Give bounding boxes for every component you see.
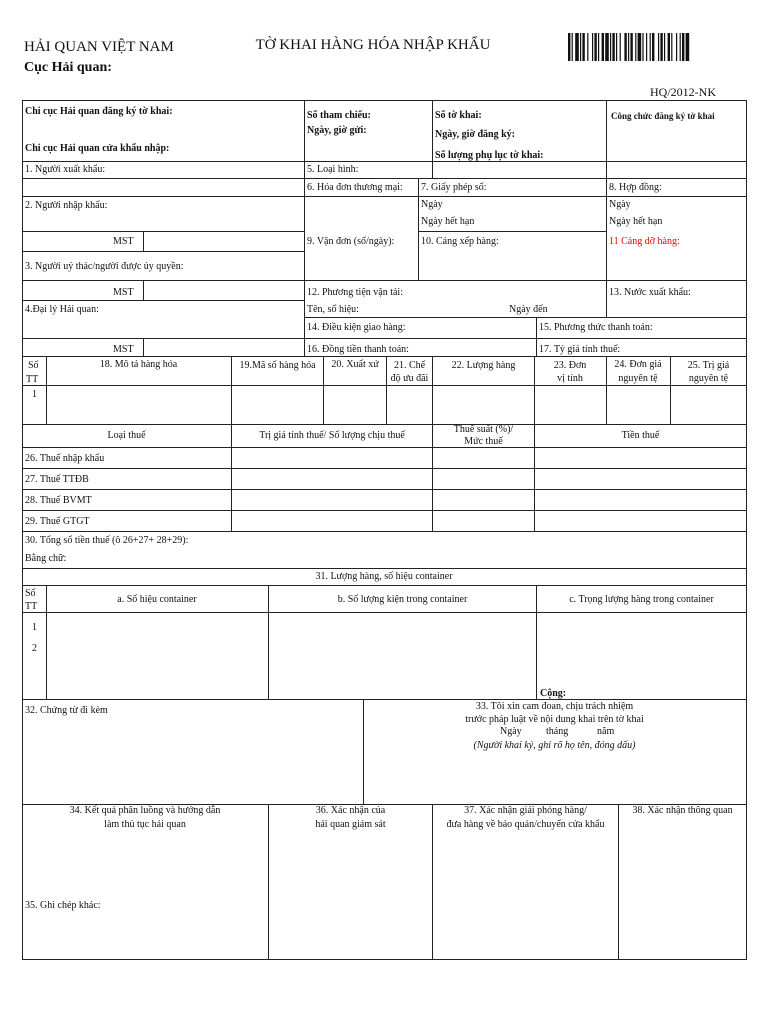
field-33-day: Ngày bbox=[500, 726, 522, 737]
tax-row-29-vat: 29. Thuế GTGT bbox=[25, 516, 90, 527]
goods-col-21-preference-line2: độ ưu đãi bbox=[390, 373, 429, 384]
grid-hline bbox=[22, 959, 747, 960]
field-33-signature-note: (Người khai ký, ghi rõ họ tên, đóng dấu) bbox=[473, 740, 636, 751]
goods-col-24-unit-price-line2: nguyên tệ bbox=[618, 373, 658, 384]
field-17-exchange-rate[interactable]: 17. Tỷ giá tính thuế: bbox=[539, 344, 621, 355]
goods-col-23-unit-line2: vị tính bbox=[557, 373, 583, 384]
grid-hline bbox=[22, 356, 747, 357]
tax-col-rate-line2: Mức thuế bbox=[464, 436, 503, 447]
field-6-invoice[interactable]: 6. Hóa đơn thương mại: bbox=[307, 182, 403, 193]
field-appendix-count[interactable]: Số lượng phụ lục tờ khai: bbox=[435, 150, 544, 161]
goods-col-20-origin: 20. Xuất xứ bbox=[331, 359, 379, 370]
grid-vline bbox=[304, 100, 305, 357]
grid-hline bbox=[22, 489, 747, 490]
field-38-clearance: 38. Xác nhận thông quan bbox=[632, 805, 733, 816]
field-34-routing-result: 34. Kết quả phân luồng và hướng dẫn bbox=[69, 805, 221, 816]
grid-hline bbox=[304, 317, 747, 318]
grid-hline bbox=[22, 280, 747, 281]
tax-row-28-environment: 28. Thuế BVMT bbox=[25, 495, 92, 506]
container-col-so: Số bbox=[25, 588, 36, 599]
tax-row-26-import: 26. Thuế nhập khẩu bbox=[25, 453, 105, 464]
grid-vline bbox=[143, 338, 144, 357]
container-col-tt: TT bbox=[25, 601, 38, 612]
field-36-supervision: 36. Xác nhận của bbox=[315, 805, 386, 816]
field-14-delivery-terms[interactable]: 14. Điều kiện giao hàng: bbox=[307, 322, 406, 333]
tax-col-rate: Thuế suất (%)/ bbox=[453, 424, 514, 435]
field-12-transport[interactable]: 12. Phương tiện vận tải: bbox=[307, 287, 403, 298]
grid-vline bbox=[536, 317, 537, 357]
field-8-date: Ngày bbox=[609, 199, 631, 210]
field-8-contract[interactable]: 8. Hợp đồng: bbox=[609, 182, 662, 193]
field-37-release-line2: đưa hàng về bảo quản/chuyển cửa khẩu bbox=[446, 819, 605, 830]
field-33-commitment-line2: trước pháp luật về nội dung khai trên tờ khai bbox=[465, 714, 644, 725]
org-name: HẢI QUAN VIỆT NAM bbox=[24, 39, 174, 55]
grid-hline bbox=[22, 161, 747, 162]
field-8-expiry: Ngày hết hạn bbox=[609, 216, 663, 227]
field-7-license[interactable]: 7. Giấy phép số: bbox=[421, 182, 487, 193]
container-row-2: 2 bbox=[32, 643, 37, 654]
grid-vline bbox=[606, 100, 607, 179]
field-7-expiry: Ngày hết hạn bbox=[421, 216, 475, 227]
tax-col-taxable-value: Trị giá tính thuế/ Số lượng chịu thuế bbox=[259, 430, 405, 441]
grid-hline bbox=[22, 424, 747, 425]
field-5-type[interactable]: 5. Loại hình: bbox=[307, 164, 359, 175]
field-35-other-notes[interactable]: 35. Ghi chép khác: bbox=[25, 900, 101, 911]
grid-hline bbox=[22, 100, 747, 101]
goods-col-24-unit-price: 24. Đơn giá bbox=[614, 359, 662, 370]
mst-label-authorized: MST bbox=[113, 287, 134, 298]
field-33-year: năm bbox=[597, 726, 615, 737]
container-col-c-weight: c. Trọng lượng hàng trong container bbox=[569, 594, 714, 605]
field-entry-office[interactable]: Chi cục Hải quan cửa khẩu nhập: bbox=[25, 143, 170, 154]
goods-col-tt: TT bbox=[26, 374, 39, 385]
mst-label-importer: MST bbox=[113, 236, 134, 247]
field-11-discharge-port[interactable]: 11 Cảng dỡ hàng: bbox=[609, 236, 680, 247]
grid-vline bbox=[618, 804, 619, 960]
field-10-loading-port[interactable]: 10. Cảng xếp hàng: bbox=[421, 236, 499, 247]
goods-col-18-description: 18. Mô tả hàng hóa bbox=[99, 359, 178, 370]
tax-col-type: Loại thuế bbox=[107, 430, 146, 441]
grid-vline bbox=[22, 100, 23, 960]
field-33-commitment: 33. Tôi xin cam đoan, chịu trách nhiệm bbox=[475, 701, 634, 712]
tax-col-amount: Tiền thuế bbox=[621, 430, 660, 441]
field-34-routing-result-line2: làm thủ tục hải quan bbox=[104, 819, 186, 830]
grid-hline bbox=[22, 231, 305, 232]
grid-hline bbox=[22, 196, 305, 197]
field-36-supervision-line2: hải quan giám sát bbox=[315, 819, 386, 830]
field-12-vessel-name: Tên, số hiệu: bbox=[307, 304, 359, 315]
grid-vline bbox=[143, 280, 144, 301]
barcode-icon bbox=[568, 33, 734, 61]
field-31-container-title: 31. Lượng hàng, số hiệu container bbox=[315, 571, 453, 582]
mst-label-agent: MST bbox=[113, 344, 134, 355]
form-title: TỜ KHAI HÀNG HÓA NHẬP KHẨU bbox=[255, 37, 491, 53]
customs-department-label: Cục Hải quan: bbox=[24, 60, 112, 75]
field-3-authorized-party[interactable]: 3. Người uỷ thác/người được ủy quyền: bbox=[25, 261, 184, 272]
container-total-label: Cộng: bbox=[540, 688, 567, 699]
grid-hline bbox=[304, 338, 747, 339]
grid-vline bbox=[418, 178, 419, 281]
field-2-importer[interactable]: 2. Người nhập khẩu: bbox=[25, 200, 108, 211]
container-col-a-number: a. Số hiệu container bbox=[117, 594, 197, 605]
grid-hline bbox=[22, 251, 305, 252]
grid-hline bbox=[22, 699, 747, 700]
field-declaration-number[interactable]: Số tờ khai: bbox=[435, 110, 482, 121]
grid-hline bbox=[22, 612, 747, 613]
field-30-total-tax[interactable]: 30. Tổng số tiền thuế (ô 26+27+ 28+29): bbox=[25, 535, 189, 546]
goods-col-22-quantity: 22. Lượng hàng bbox=[451, 360, 516, 371]
grid-hline bbox=[22, 585, 747, 586]
grid-hline bbox=[22, 338, 305, 339]
field-37-release: 37. Xác nhận giải phóng hàng/ bbox=[464, 805, 587, 816]
goods-col-25-value-line2: nguyên tệ bbox=[688, 373, 729, 384]
grid-hline bbox=[22, 385, 747, 386]
grid-hline bbox=[22, 447, 747, 448]
grid-vline bbox=[143, 231, 144, 252]
grid-hline bbox=[22, 568, 747, 569]
field-sent-datetime[interactable]: Ngày, giờ gửi: bbox=[307, 125, 367, 136]
field-1-exporter[interactable]: 1. Người xuất khẩu: bbox=[25, 164, 106, 175]
goods-col-21-preference: 21. Chế bbox=[393, 360, 426, 371]
form-code: HQ/2012-NK bbox=[650, 85, 716, 99]
grid-hline bbox=[22, 178, 747, 179]
field-registering-office[interactable]: Chi cục Hải quan đăng ký tờ khai: bbox=[25, 106, 173, 117]
goods-col-23-unit: 23. Đơn bbox=[553, 360, 587, 371]
field-30-in-words[interactable]: Bằng chữ: bbox=[25, 553, 67, 564]
goods-col-so: Số bbox=[28, 360, 39, 371]
goods-row-number: 1 bbox=[32, 389, 37, 400]
field-reference-number[interactable]: Số tham chiếu: bbox=[307, 110, 371, 121]
goods-col-25-value: 25. Trị giá bbox=[687, 360, 730, 371]
tax-row-27-special: 27. Thuế TTĐB bbox=[25, 474, 89, 485]
field-7-date: Ngày bbox=[421, 199, 443, 210]
grid-hline bbox=[22, 510, 747, 511]
grid-hline bbox=[22, 468, 747, 469]
field-15-payment-method[interactable]: 15. Phương thức thanh toán: bbox=[539, 322, 653, 333]
grid-hline bbox=[22, 300, 305, 301]
field-registration-datetime[interactable]: Ngày, giờ đăng ký: bbox=[435, 129, 515, 140]
field-33-month: tháng bbox=[546, 726, 569, 737]
field-13-export-country[interactable]: 13. Nước xuất khẩu: bbox=[609, 287, 691, 298]
field-9-bill-of-lading[interactable]: 9. Vận đơn (số/ngày): bbox=[307, 236, 395, 247]
grid-vline bbox=[606, 178, 607, 318]
container-col-b-packages: b. Số lượng kiện trong container bbox=[337, 594, 468, 605]
grid-vline bbox=[746, 100, 747, 960]
grid-hline bbox=[22, 531, 747, 532]
field-4-customs-agent[interactable]: 4.Đại lý Hải quan: bbox=[25, 304, 99, 315]
field-32-attached-docs[interactable]: 32. Chứng từ đi kèm bbox=[25, 705, 108, 716]
grid-hline bbox=[418, 231, 607, 232]
grid-vline bbox=[432, 100, 433, 179]
grid-hline bbox=[304, 196, 747, 197]
field-12-arrival-date: Ngày đến bbox=[509, 304, 548, 315]
container-row-1: 1 bbox=[32, 622, 37, 633]
field-16-currency[interactable]: 16. Đồng tiền thanh toán: bbox=[307, 344, 409, 355]
goods-col-19-hs-code: 19.Mã số hàng hóa bbox=[239, 360, 316, 371]
field-registering-officer[interactable]: Công chức đăng ký tờ khai bbox=[611, 111, 715, 121]
